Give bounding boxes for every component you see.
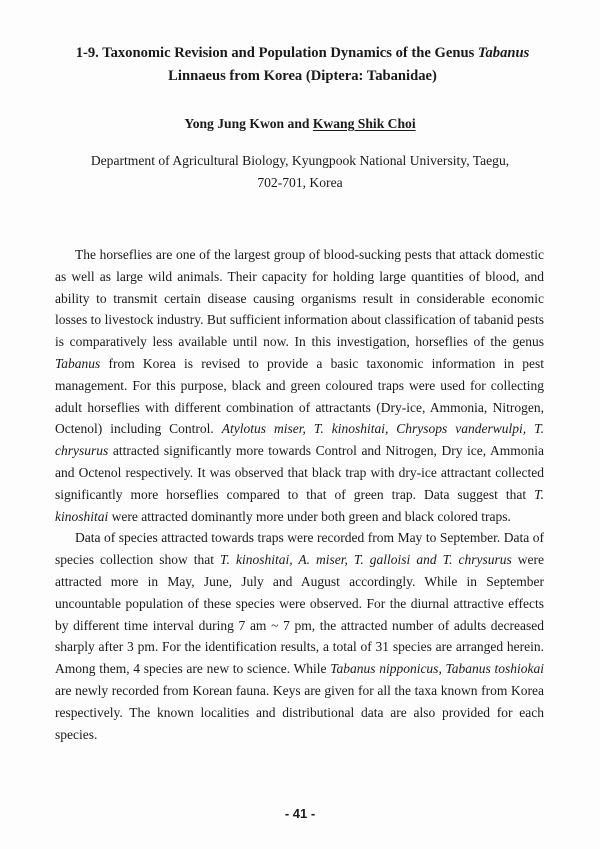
author-conjunction: and: [287, 116, 310, 131]
abstract-body: [55, 244, 544, 745]
p1-text-4: were attracted dominantly more under both green and black colored traps.: [108, 508, 511, 524]
author-first: Yong Jung Kwon: [184, 116, 285, 131]
p2-text-1: Data of species attracted towards traps were recorded from May to September. Data of species collection show that: [55, 530, 544, 568]
abstract-paragraph-1: [55, 244, 544, 527]
title-line1: 1-9. Taxonomic Revision and Population Dynamics of the Genus: [75, 45, 478, 61]
p1-italic-1: Tabanus: [55, 355, 101, 371]
p1-italic-3: T. kinoshitai: [55, 486, 544, 524]
affiliation-line1: Department of Agricultural Biology, Kyungpook National University, Taegu,: [90, 153, 510, 168]
p1-text-3: attracted significantly more towards Control and Nitrogen, Dry ice, Ammonia and Octenol respectively. It was observed that black trap with dry-ice attractant collected significantly more horseflies compared to that of green trap. Data suggest that: [55, 443, 544, 502]
title-genus-name: Tabanus: [477, 45, 530, 61]
abstract-paragraph-2: [55, 527, 544, 745]
page-number: - 41 -: [284, 806, 316, 821]
title-line2: Linnaeus from Korea (Diptera: Tabanidae): [168, 68, 437, 84]
p1-italic-2: Atylotus miser, T. kinoshitai, Chrysops vanderwulpi, T. chrysurus: [55, 421, 544, 459]
paper-title: [40, 42, 565, 88]
p1-text-2: from Korea is revised to provide a basic taxonomic information in pest management. For this purpose, black and green coloured traps were used for collecting adult horseflies with different combination of attractants (Dry-ice, Ammonia, Nitrogen, Octenol) including Control.: [55, 355, 544, 437]
p2-italic-2: Tabanus nipponicus, Tabanus toshiokai: [330, 661, 544, 677]
p2-text-3: are newly recorded from Korean fauna. Keys are given for all the taxa known from Korea respectively. The known localities and distributional data are also provided for each species.: [55, 682, 544, 742]
author-list: [0, 116, 600, 132]
affiliation: [55, 150, 545, 194]
p2-text-2: were attracted more in May, June, July and August accordingly. While in September uncountable population of these species were observed. For the diurnal attractive effects by different time interval during 7 am ~ 7 pm, the attracted number of adults decreased sharply after 3 pm. For the identification results, a total of 31 species are arranged herein. Among them, 4 species are new to science. While: [55, 552, 544, 677]
p2-italic-1: T. kinoshitai, A. miser, T. galloisi and T. chrysurus: [220, 552, 512, 568]
affiliation-line2: 702-701, Korea: [257, 175, 343, 190]
author-second-presenting: Kwang Shik Choi: [312, 116, 416, 131]
p1-text-1: The horseflies are one of the largest group of blood-sucking pests that attack domestic as well as large wild animals. Their capacity for holding large quantities of blood, and ability to transmit certain disease causing organisms result in considerable economic losses to livestock industry. But sufficient information about classification of tabanid pests is comparatively less available until now. In this investigation, horseflies of the genus: [55, 247, 544, 350]
